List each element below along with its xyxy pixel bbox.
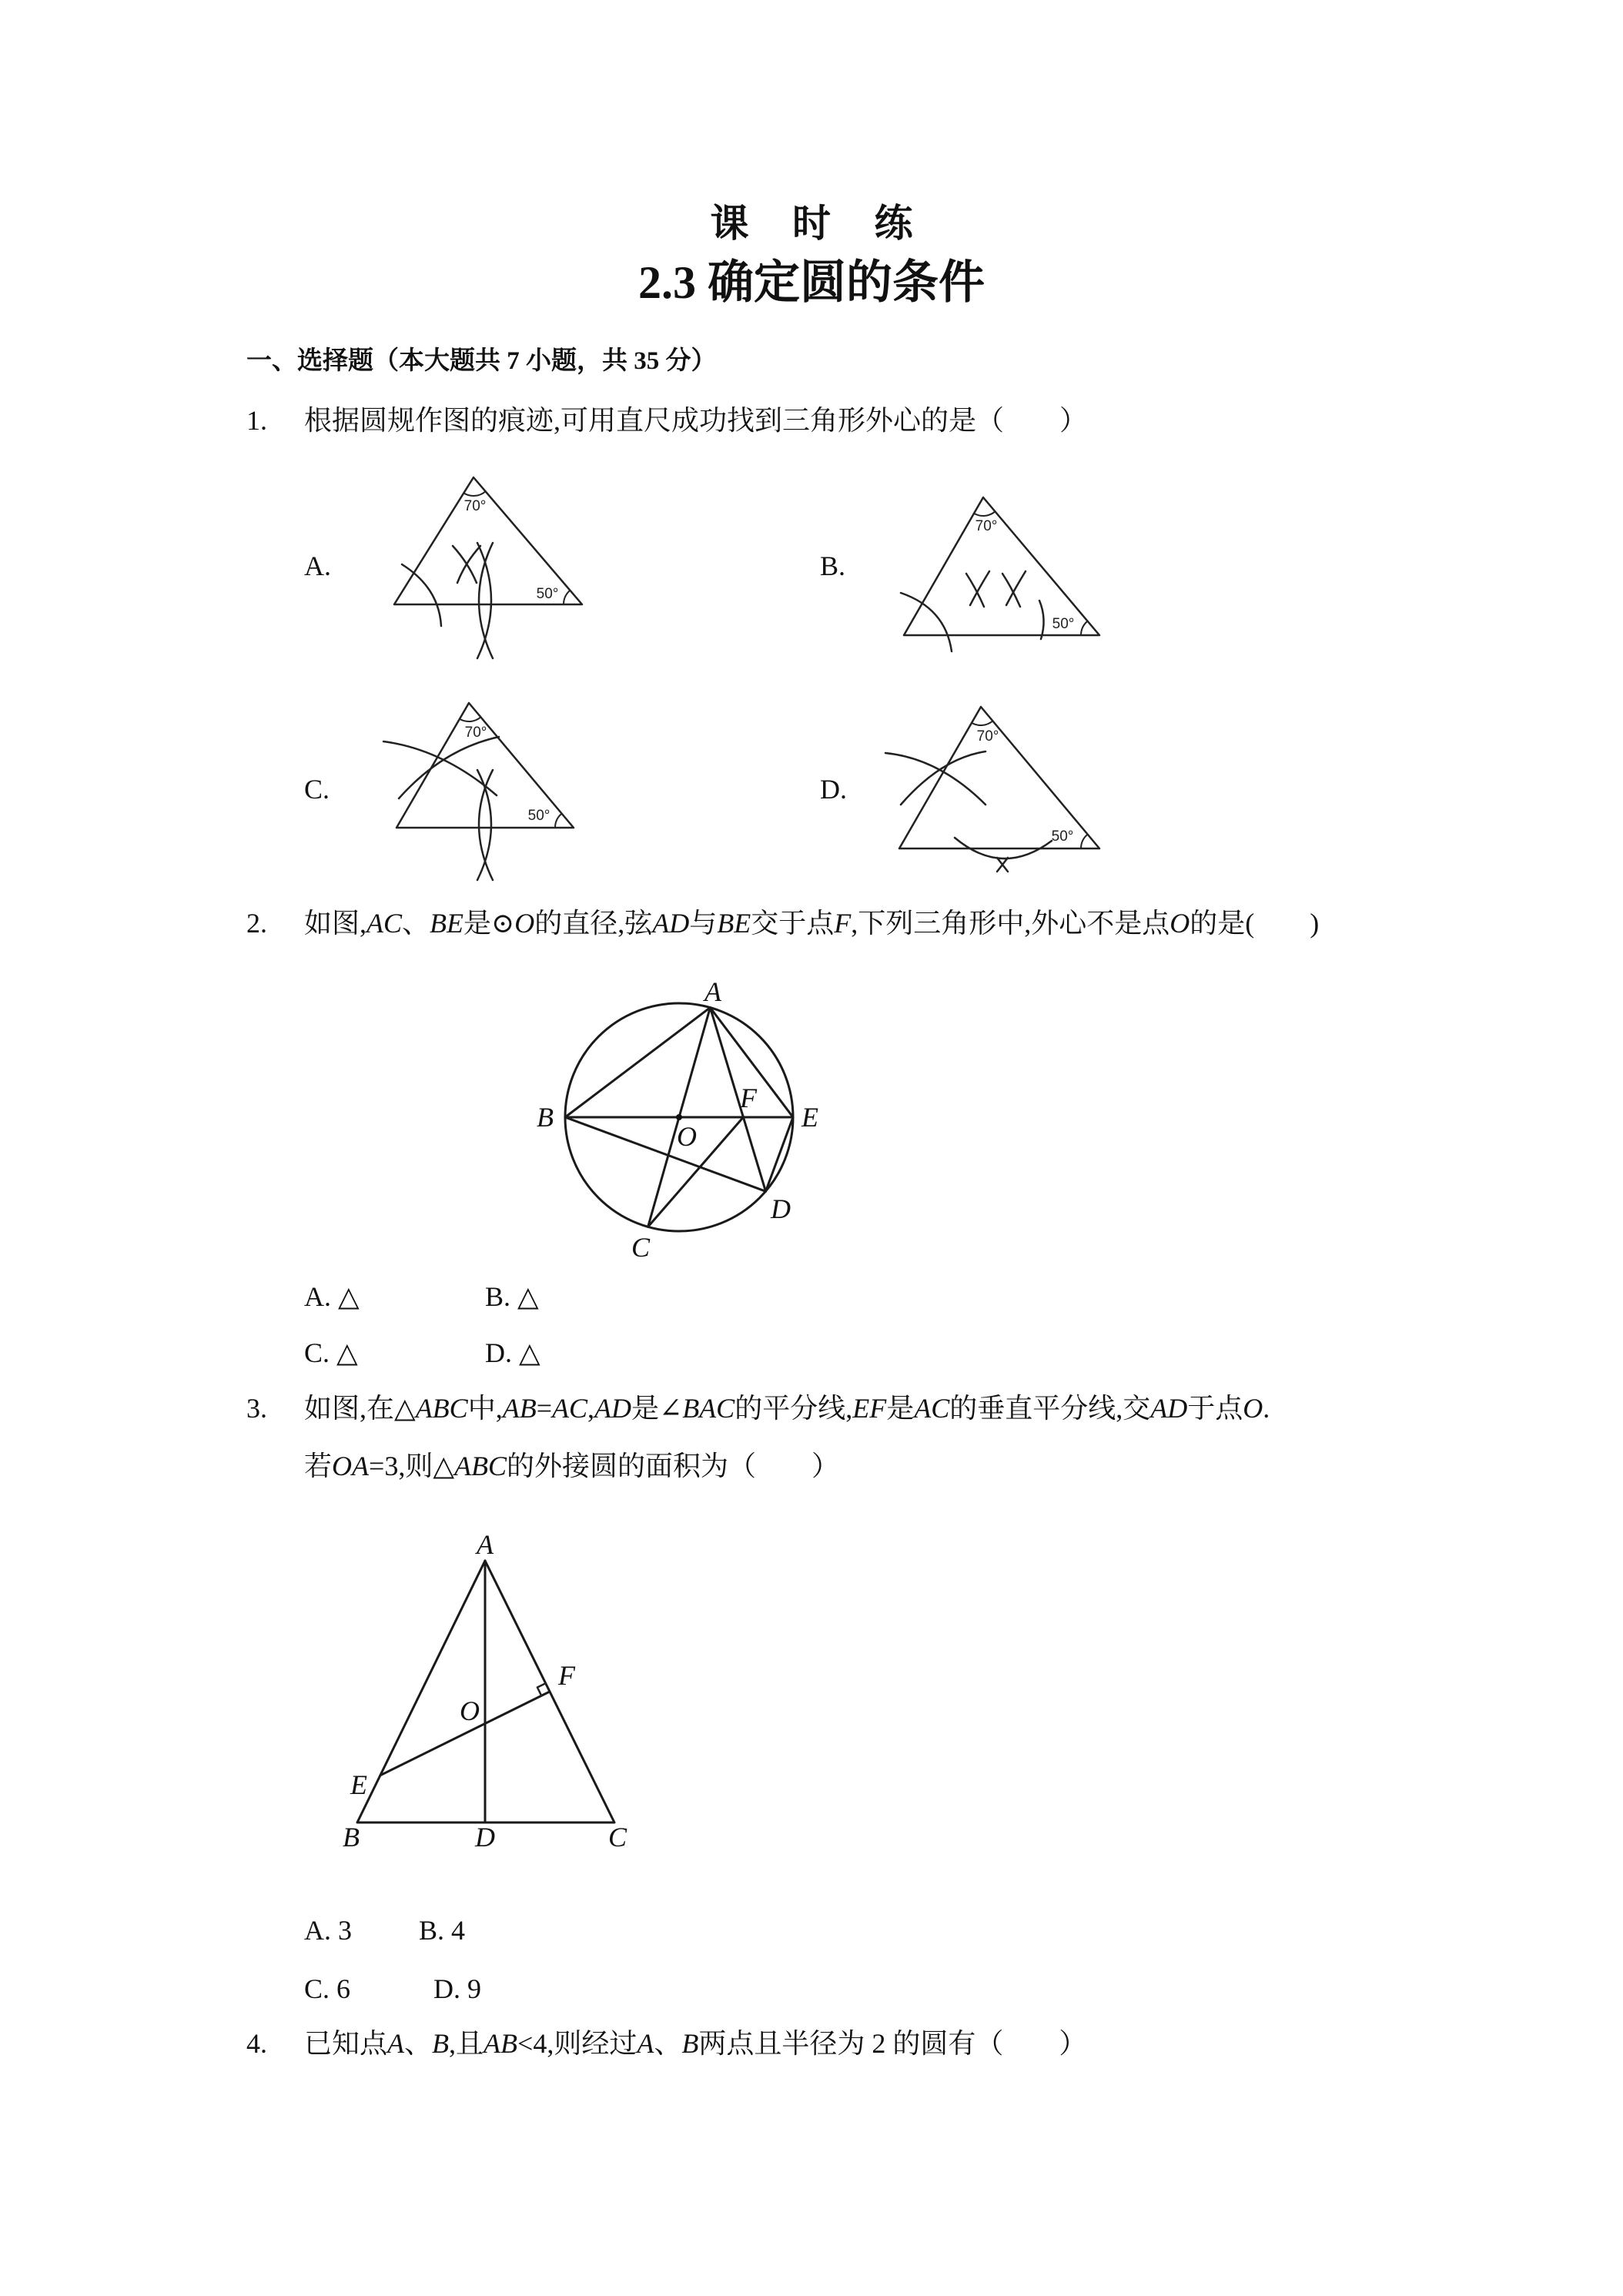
point-label-f: F	[558, 1660, 575, 1691]
text-segment: 是⊙	[463, 908, 515, 939]
math-variable: A	[637, 2028, 654, 2059]
question-2-option-b: B. △	[485, 1281, 539, 1312]
point-label-b: B	[343, 1822, 360, 1853]
angle-label-right: 50°	[536, 586, 559, 602]
math-variable: O	[1170, 908, 1190, 939]
text-segment: 如图,在△	[304, 1393, 416, 1424]
text-segment: 是∠	[631, 1393, 683, 1424]
question-2-option-d: D. △	[485, 1337, 540, 1368]
compass-arc	[383, 741, 497, 795]
point-label-e: E	[801, 1102, 818, 1133]
question-4-text	[304, 2030, 1086, 2057]
math-variable: A	[387, 2028, 405, 2059]
point-label-b: B	[537, 1102, 554, 1133]
point-label-c: C	[631, 1232, 651, 1263]
text-segment: 根据圆规作图的痕迹,可用直尺成功找到三角形外心的是（ ）	[304, 405, 1088, 436]
angle-label-right: 50°	[527, 808, 550, 824]
question-2-text	[304, 909, 1319, 937]
question-1-option-d-label: D.	[820, 774, 847, 805]
question-3-option-b: B. 4	[419, 1915, 466, 1946]
angle-arc-right	[564, 591, 570, 604]
compass-arc	[970, 571, 989, 605]
angle-label-top: 70°	[975, 518, 998, 534]
text-segment: =	[536, 1393, 552, 1424]
question-3-text-line-1	[304, 1394, 1270, 1422]
angle-arc-top	[463, 491, 485, 496]
text-segment: 如图,	[304, 908, 367, 939]
point-label-f: F	[740, 1083, 757, 1113]
question-3-option-c: C. 6	[304, 1973, 351, 2004]
math-variable: B	[432, 2028, 450, 2059]
text-segment: 、	[654, 2028, 682, 2059]
series-heading: 课 时 练	[710, 202, 930, 245]
math-variable: OA	[332, 1451, 370, 1481]
point-label-a: A	[477, 1529, 494, 1560]
question-1-number: 1.	[246, 405, 267, 436]
math-variable: BE	[717, 908, 751, 939]
math-variable: O	[514, 908, 535, 939]
math-variable: AD	[1150, 1393, 1188, 1424]
text-segment: 交于点	[751, 908, 835, 939]
question-2-option-c: C. △	[304, 1337, 358, 1368]
text-segment: ,下列三角形中,外心不是点	[851, 908, 1170, 939]
question-2-option-a: A. △	[304, 1281, 360, 1312]
point-label-o: O	[677, 1121, 697, 1152]
question-3-figure	[331, 1529, 654, 1856]
text-segment: 、	[402, 908, 430, 939]
text-segment: ,	[587, 1393, 595, 1424]
math-variable: AC	[914, 1393, 950, 1424]
angle-arc-top	[972, 721, 992, 725]
math-variable: BE	[430, 908, 464, 939]
question-1-option-b-label: B.	[820, 551, 846, 581]
question-3-option-a: A. 3	[304, 1915, 352, 1946]
text-segment: 的是( )	[1190, 908, 1320, 939]
math-variable: BAC	[682, 1393, 735, 1424]
question-1-figure-d	[878, 693, 1116, 878]
compass-arc	[1006, 571, 1026, 605]
text-segment: <4,则经过	[517, 2028, 637, 2059]
text-segment: 是	[886, 1393, 915, 1424]
question-1-option-c-label: C.	[304, 774, 330, 805]
segment-de	[766, 1117, 794, 1191]
angle-label-right: 50°	[1051, 828, 1074, 845]
math-variable: ABC	[454, 1451, 507, 1481]
text-segment: 中,	[467, 1393, 503, 1424]
compass-arc	[1002, 574, 1020, 607]
math-variable: ABC	[415, 1393, 468, 1424]
question-3-number: 3.	[246, 1393, 267, 1424]
angle-arc-right	[1081, 835, 1088, 848]
point-label-a: A	[704, 976, 721, 1007]
compass-arc	[402, 564, 441, 626]
text-segment: 已知点	[304, 2028, 388, 2059]
text-segment: 两点且半径为 2 的圆有（ ）	[698, 2028, 1087, 2059]
question-4-number: 4.	[246, 2028, 267, 2059]
point-label-e: E	[350, 1769, 367, 1800]
point-label-c: C	[607, 1822, 627, 1853]
angle-label-top: 70°	[464, 725, 487, 741]
compass-arc	[457, 546, 480, 583]
question-2-figure	[524, 970, 847, 1270]
angle-label-top: 70°	[463, 498, 487, 514]
math-variable: AB	[484, 2028, 518, 2059]
question-1-text	[304, 407, 1087, 434]
math-variable: F	[834, 908, 852, 939]
point-label-o: O	[460, 1695, 480, 1726]
text-segment: 的平分线,	[735, 1393, 853, 1424]
compass-arc	[901, 593, 952, 651]
angle-arc-right	[1081, 621, 1088, 635]
text-segment: 的外接圆的面积为（ ）	[507, 1451, 840, 1481]
math-variable: AD	[652, 908, 690, 939]
text-segment: 、	[404, 2028, 433, 2059]
math-variable: AB	[502, 1393, 537, 1424]
text-segment: ,且	[449, 2028, 484, 2059]
math-variable: AD	[594, 1393, 632, 1424]
question-3-option-d: D. 9	[433, 1973, 481, 2004]
section-heading: 一、选择题（本大题共 7 小题，共 35 分）	[246, 347, 717, 375]
math-variable: O	[1243, 1393, 1263, 1424]
question-3-text-line-2	[304, 1452, 839, 1480]
angle-label-right: 50°	[1052, 616, 1075, 632]
question-1-figure-a	[385, 466, 608, 666]
angle-arc-right	[555, 814, 562, 828]
text-segment: 与	[689, 908, 718, 939]
compass-arc	[885, 753, 986, 805]
text-segment: 的直径,弦	[534, 908, 653, 939]
center-point	[676, 1114, 682, 1120]
text-segment: =3,则△	[369, 1451, 455, 1481]
compass-arc	[966, 574, 984, 607]
question-1-option-a-label: A.	[304, 551, 331, 581]
math-variable: AC	[366, 908, 403, 939]
math-variable: AC	[552, 1393, 588, 1424]
segment-bd	[565, 1117, 766, 1191]
compass-arc	[1039, 601, 1044, 639]
question-1-figure-c	[370, 689, 601, 889]
angle-arc-top	[974, 511, 996, 516]
angle-arc-top	[460, 717, 481, 721]
segment-ab	[565, 1008, 710, 1117]
question-1-figure-b	[885, 485, 1116, 662]
point-label-d: D	[771, 1193, 791, 1224]
text-segment: 于点	[1187, 1393, 1243, 1424]
page-title: 2.3 确定圆的条件	[638, 257, 985, 308]
question-2-number: 2.	[246, 908, 267, 939]
text-segment: .	[1263, 1393, 1270, 1424]
text-segment: 若	[304, 1451, 333, 1481]
compass-arc	[453, 546, 477, 583]
text-segment: 的垂直平分线,交	[949, 1393, 1151, 1424]
angle-label-top: 70°	[976, 728, 999, 745]
triangle	[904, 497, 1099, 635]
cross-mark	[997, 858, 1008, 872]
point-label-d: D	[475, 1822, 495, 1853]
math-variable: EF	[852, 1393, 887, 1424]
math-variable: B	[681, 2028, 699, 2059]
